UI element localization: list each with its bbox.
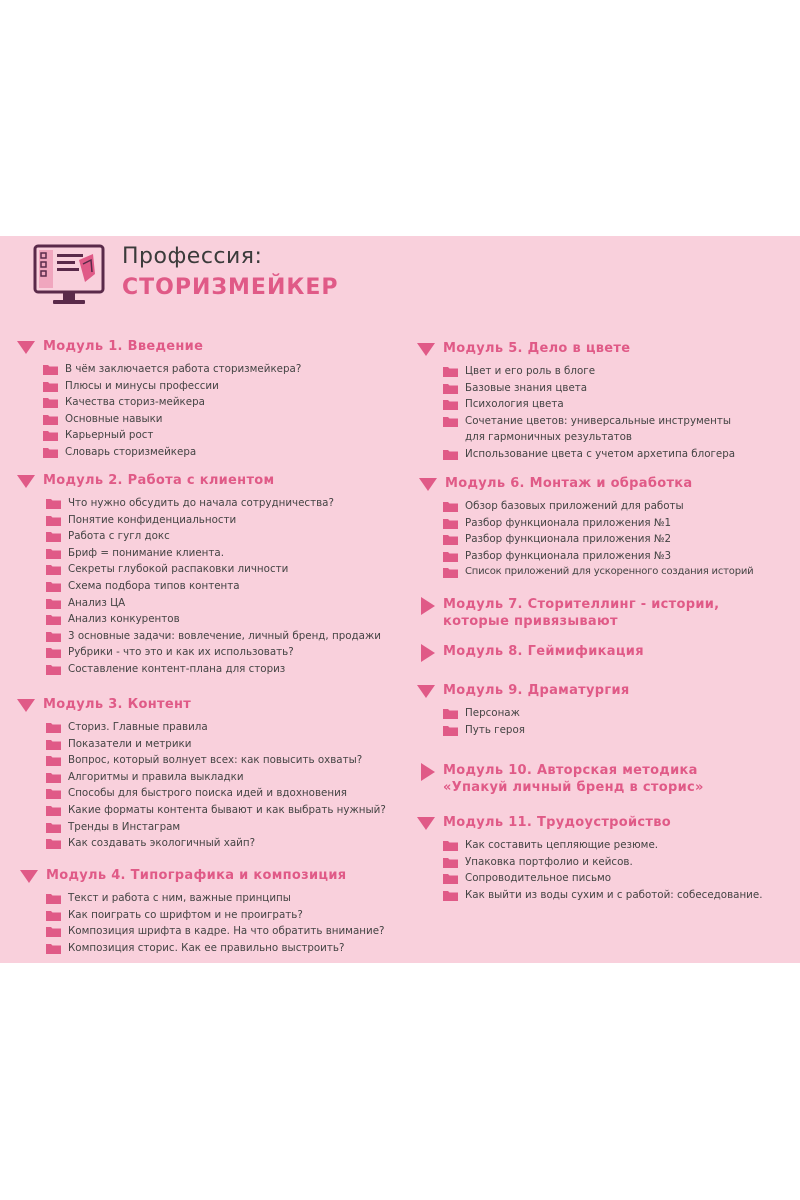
page-title-line2: СТОРИЗМЕЙКЕР [122, 275, 339, 300]
module-item-list [43, 361, 301, 461]
triangle-down-icon [17, 475, 35, 488]
folder-icon [443, 416, 458, 427]
list-item: Персонаж [443, 705, 630, 722]
folder-icon [46, 926, 61, 937]
module-title-line2: которые привязывают [443, 614, 618, 629]
module-header [419, 475, 753, 492]
folder-icon [46, 631, 61, 642]
list-item: Качества сториз-мейкера [43, 394, 301, 411]
list-item: Бриф = понимание клиента. [46, 545, 381, 562]
folder-icon [443, 551, 458, 562]
list-item: Какие форматы контента бывают и как выбрать нужный? [46, 802, 386, 819]
list-item: Анализ конкурентов [46, 611, 381, 628]
module-title-line1: Модуль 10. Авторская методика [443, 763, 698, 778]
folder-icon [46, 564, 61, 575]
folder-icon [443, 501, 458, 512]
triangle-down-icon [17, 341, 35, 354]
folder-icon [46, 614, 61, 625]
list-item: Путь героя [443, 722, 630, 739]
list-item: Анализ ЦА [46, 595, 381, 612]
folder-icon [46, 664, 61, 675]
list-item: Использование цвета с учетом архетипа блогера [443, 446, 735, 463]
list-item: Словарь сторизмейкера [43, 444, 301, 461]
module-item-list [46, 719, 386, 852]
folder-icon [443, 708, 458, 719]
folder-icon [46, 548, 61, 559]
folder-icon [43, 397, 58, 408]
folder-icon [46, 515, 61, 526]
module-4 [20, 867, 385, 956]
list-item: Обзор базовых приложений для работы [443, 498, 753, 515]
module-item-list [443, 705, 630, 738]
folder-icon [46, 531, 61, 542]
triangle-down-icon [417, 343, 435, 356]
folder-icon [443, 383, 458, 394]
module-title: Модуль 6. Монтаж и обработка [445, 476, 693, 491]
module-item-list [46, 890, 385, 956]
module-header [17, 696, 386, 713]
list-item: Работа с гугл докс [46, 528, 381, 545]
list-item: Текст и работа с ним, важные принципы [46, 890, 385, 907]
list-item: Разбор функционала приложения №1 [443, 515, 753, 532]
module-header [17, 338, 301, 355]
list-item: Сочетание цветов: универсальные инструменты [443, 413, 735, 430]
folder-icon [43, 381, 58, 392]
folder-icon [46, 943, 61, 954]
curriculum-card [0, 236, 800, 963]
folder-icon [443, 890, 458, 901]
list-item: Составление контент-плана для сториз [46, 661, 381, 678]
folder-icon [46, 805, 61, 816]
list-item: Разбор функционала приложения №2 [443, 531, 753, 548]
list-item: 3 основные задачи: вовлечение, личный бренд, продажи [46, 628, 381, 645]
module-header [17, 472, 381, 489]
list-item: Схема подбора типов контента [46, 578, 381, 595]
module-2 [17, 472, 381, 678]
folder-icon [43, 447, 58, 458]
folder-icon [443, 840, 458, 851]
module-item-list [46, 495, 381, 678]
list-item: Список приложений для ускоренного создания историй [443, 564, 753, 581]
folder-icon [46, 598, 61, 609]
list-item: Рубрики - что это и как их использовать? [46, 644, 381, 661]
folder-icon [46, 788, 61, 799]
triangle-down-icon [20, 870, 38, 883]
list-item: Тренды в Инстаграм [46, 819, 386, 836]
module-title: Модуль 4. Типографика и композиция [46, 868, 347, 883]
module-1 [17, 338, 301, 461]
folder-icon [443, 567, 458, 578]
folder-icon [46, 647, 61, 658]
module-8 [417, 643, 644, 660]
module-header [417, 643, 644, 660]
folder-icon [46, 822, 61, 833]
module-9 [417, 682, 630, 738]
list-item: Как создавать экологичный хайп? [46, 835, 386, 852]
folder-icon [46, 772, 61, 783]
triangle-right-icon[interactable] [421, 644, 435, 662]
list-item: Психология цвета [443, 396, 735, 413]
module-title: Модуль 11. Трудоустройство [443, 815, 671, 830]
list-item: Что нужно обсудить до начала сотрудничества? [46, 495, 381, 512]
folder-icon [443, 857, 458, 868]
module-title-line1: Модуль 7. Сторителлинг - истории, [443, 597, 720, 612]
folder-icon [46, 498, 61, 509]
module-header [20, 867, 385, 884]
module-6 [419, 475, 753, 581]
folder-icon [46, 722, 61, 733]
module-header [417, 596, 719, 630]
list-item: Как выйти из воды сухим и с работой: собеседование. [443, 887, 762, 904]
module-item-list [443, 363, 735, 463]
module-title: Модуль 1. Введение [43, 339, 204, 354]
module-header [417, 814, 762, 831]
list-item: Как поиграть со шрифтом и не проиграть? [46, 907, 385, 924]
triangle-down-icon [417, 817, 435, 830]
folder-icon [46, 838, 61, 849]
page-title-line1: Профессия: [122, 244, 263, 269]
folder-icon [443, 873, 458, 884]
list-item: Секреты глубокой распаковки личности [46, 561, 381, 578]
folder-icon [443, 449, 458, 460]
folder-icon [443, 399, 458, 410]
module-10 [417, 762, 704, 796]
module-item-list [443, 498, 753, 581]
list-item: Вопрос, который волнует всех: как повысить охваты? [46, 752, 386, 769]
module-header [417, 682, 630, 699]
list-item: Алгоритмы и правила выкладки [46, 769, 386, 786]
module-title: Модуль 9. Драматургия [443, 683, 630, 698]
folder-icon [46, 739, 61, 750]
module-header [417, 762, 704, 796]
folder-icon [443, 366, 458, 377]
module-title-line2: «Упакуй личный бренд в сторис» [443, 780, 704, 795]
module-title: Модуль 2. Работа с клиентом [43, 473, 275, 488]
list-item: Сопроводительное письмо [443, 870, 762, 887]
module-header [417, 340, 735, 357]
list-item: Основные навыки [43, 411, 301, 428]
folder-icon [443, 725, 458, 736]
folder-icon [443, 534, 458, 545]
list-item: Показатели и метрики [46, 736, 386, 753]
list-item: Базовые знания цвета [443, 380, 735, 397]
folder-icon [43, 430, 58, 441]
triangle-down-icon [419, 478, 437, 491]
folder-icon [46, 893, 61, 904]
list-item: Разбор функционала приложения №3 [443, 548, 753, 565]
triangle-down-icon [17, 699, 35, 712]
triangle-right-icon[interactable] [421, 597, 435, 615]
list-item: Плюсы и минусы профессии [43, 378, 301, 395]
list-item: Карьерный рост [43, 427, 301, 444]
folder-icon [46, 755, 61, 766]
list-item: Сториз. Главные правила [46, 719, 386, 736]
module-title: Модуль 3. Контент [43, 697, 192, 712]
computer-design-icon [33, 244, 105, 308]
folder-icon [443, 518, 458, 529]
folder-icon [46, 910, 61, 921]
list-item: Композиция шрифта в кадре. На что обратить внимание? [46, 923, 385, 940]
triangle-right-icon[interactable] [421, 763, 435, 781]
folder-icon [43, 414, 58, 425]
list-item: Упаковка портфолио и кейсов. [443, 854, 762, 871]
list-item: Цвет и его роль в блоге [443, 363, 735, 380]
list-item: Композиция сторис. Как ее правильно выстроить? [46, 940, 385, 957]
module-7 [417, 596, 719, 630]
list-item: Понятие конфиденциальности [46, 512, 381, 529]
module-5 [417, 340, 735, 463]
list-item: Способы для быстрого поиска идей и вдохновения [46, 785, 386, 802]
module-title: Модуль 8. Геймификация [443, 644, 644, 659]
module-title: Модуль 5. Дело в цвете [443, 341, 631, 356]
triangle-down-icon [417, 685, 435, 698]
folder-icon [43, 364, 58, 375]
module-item-list [443, 837, 762, 903]
list-item: В чём заключается работа сторизмейкера? [43, 361, 301, 378]
list-item-continuation: для гармоничных результатов [465, 431, 632, 444]
module-11 [417, 814, 762, 903]
module-3 [17, 696, 386, 852]
folder-icon [46, 581, 61, 592]
list-item: Как составить цепляющие резюме. [443, 837, 762, 854]
